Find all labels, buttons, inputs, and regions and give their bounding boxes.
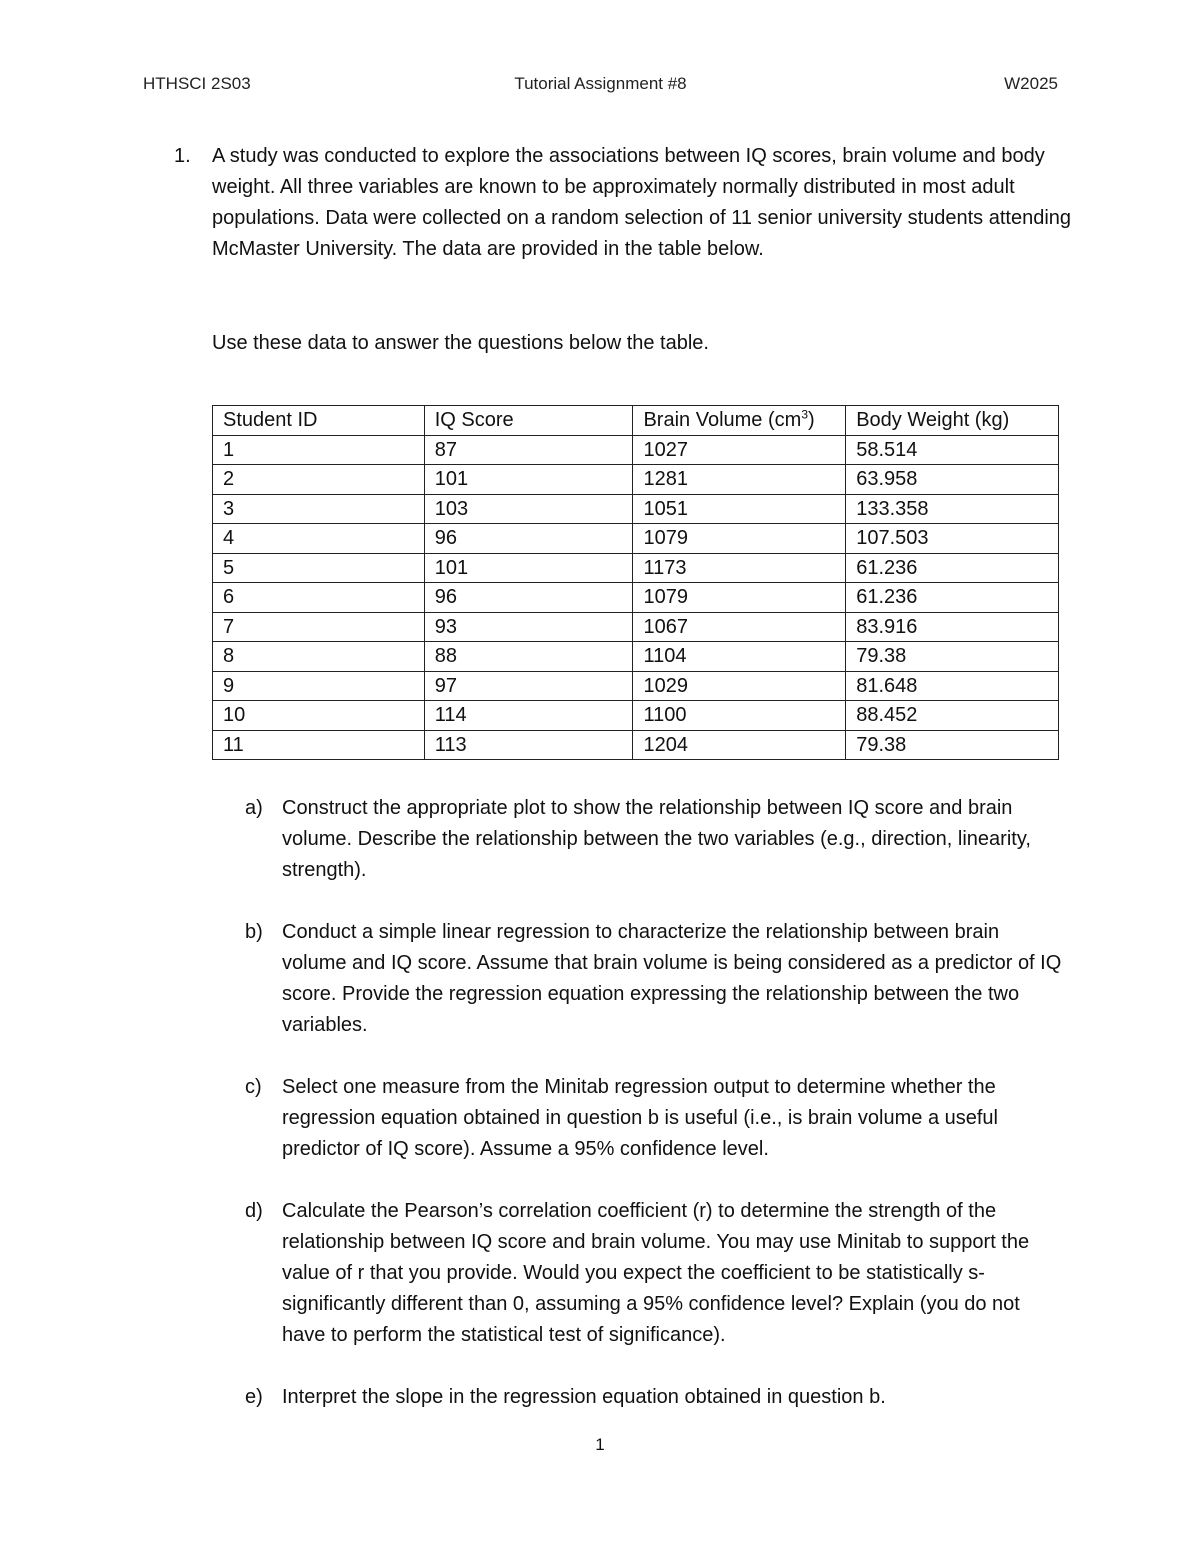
subquestion-letter: c): [245, 1076, 262, 1098]
header-student-id: Student ID: [213, 406, 425, 436]
subquestion-d: [245, 1196, 1065, 1351]
cell-student-id: 2: [213, 465, 425, 495]
subquestion-list: [245, 793, 1065, 1444]
cell-brain-volume: 1067: [633, 612, 846, 642]
cell-student-id: 1: [213, 435, 425, 465]
table-row: [213, 465, 1059, 495]
subquestion-b: [245, 917, 1065, 1041]
subquestion-text: Conduct a simple linear regression to characterize the relationship between brain volume and IQ score. Assume that brain volume is being considered as a predictor of IQ score. Provide the regression equation expressing the relationship between the two variables.: [282, 921, 1062, 1036]
table-row: [213, 671, 1059, 701]
header-brain-volume-close: ): [808, 409, 815, 432]
cell-body-weight: 79.38: [846, 730, 1059, 760]
header-iq-score: IQ Score: [424, 406, 633, 436]
table-row: [213, 524, 1059, 554]
table-row: [213, 701, 1059, 731]
cell-body-weight: 81.648: [846, 671, 1059, 701]
cell-iq-score: 103: [424, 494, 633, 524]
cell-iq-score: 101: [424, 465, 633, 495]
cell-student-id: 11: [213, 730, 425, 760]
table-row: [213, 612, 1059, 642]
term-label: W2025: [1004, 74, 1058, 93]
cell-student-id: 9: [213, 671, 425, 701]
data-table: [212, 405, 1059, 760]
cell-brain-volume: 1079: [633, 583, 846, 613]
subquestion-e: [245, 1382, 1065, 1413]
subquestion-letter: b): [245, 921, 263, 943]
cell-brain-volume: 1051: [633, 494, 846, 524]
cell-student-id: 10: [213, 701, 425, 731]
cell-body-weight: 61.236: [846, 583, 1059, 613]
question-number: 1.: [174, 145, 191, 167]
cell-iq-score: 93: [424, 612, 633, 642]
table-row: [213, 642, 1059, 672]
table-row: [213, 553, 1059, 583]
cell-brain-volume: 1079: [633, 524, 846, 554]
cell-brain-volume: 1204: [633, 730, 846, 760]
cell-student-id: 6: [213, 583, 425, 613]
subquestion-text: Interpret the slope in the regression equation obtained in question b.: [282, 1386, 886, 1408]
cell-body-weight: 63.958: [846, 465, 1059, 495]
cell-iq-score: 96: [424, 524, 633, 554]
cell-brain-volume: 1027: [633, 435, 846, 465]
page-header: [143, 74, 1058, 98]
table-row: [213, 435, 1059, 465]
header-body-weight: Body Weight (kg): [846, 406, 1059, 436]
cell-body-weight: 133.358: [846, 494, 1059, 524]
cell-brain-volume: 1100: [633, 701, 846, 731]
cell-iq-score: 101: [424, 553, 633, 583]
cell-body-weight: 83.916: [846, 612, 1059, 642]
course-code: HTHSCI 2S03: [143, 74, 251, 93]
cell-student-id: 5: [213, 553, 425, 583]
subquestion-a: [245, 793, 1065, 886]
subquestion-c: [245, 1072, 1065, 1165]
header-brain-volume: [633, 406, 846, 436]
subquestion-letter: e): [245, 1386, 263, 1408]
cell-student-id: 4: [213, 524, 425, 554]
cell-brain-volume: 1029: [633, 671, 846, 701]
question-text: [212, 141, 1072, 265]
page-number: 1: [595, 1435, 605, 1454]
cell-student-id: 8: [213, 642, 425, 672]
subquestion-letter: a): [245, 797, 263, 819]
table-row: [213, 583, 1059, 613]
cell-body-weight: 107.503: [846, 524, 1059, 554]
cell-body-weight: 88.452: [846, 701, 1059, 731]
cell-iq-score: 97: [424, 671, 633, 701]
cell-body-weight: 61.236: [846, 553, 1059, 583]
cell-iq-score: 113: [424, 730, 633, 760]
cell-brain-volume: 1104: [633, 642, 846, 672]
cell-iq-score: 114: [424, 701, 633, 731]
subquestion-text: Calculate the Pearson’s correlation coefficient (r) to determine the strength of the relationship between IQ score and brain volume. You may use Minitab to support the value of r that you provide. Would you expect the coefficient to be statistically s-significantly different than 0, assuming a 95% confidence level? Explain (you do not have to perform the statistical test of significance).: [282, 1200, 1030, 1346]
cell-brain-volume: 1173: [633, 553, 846, 583]
cell-student-id: 7: [213, 612, 425, 642]
cell-iq-score: 88: [424, 642, 633, 672]
header-brain-volume-superscript: 3: [801, 407, 808, 422]
cell-body-weight: 79.38: [846, 642, 1059, 672]
table-header-row: [213, 406, 1059, 436]
table-row: [213, 494, 1059, 524]
cell-body-weight: 58.514: [846, 435, 1059, 465]
table-row: [213, 730, 1059, 760]
question-paragraph: A study was conducted to explore the associations between IQ scores, brain volume and body weight. All three variables are known to be approximately normally distributed in most adult populations. Data were collected on a random selection of 11 senior university students attending McMaster University. The data are provided in the table below.: [212, 145, 1072, 260]
header-brain-volume-label: Brain Volume (cm: [643, 409, 802, 432]
question-instruction: Use these data to answer the questions below the table.: [212, 332, 709, 354]
cell-iq-score: 96: [424, 583, 633, 613]
cell-iq-score: 87: [424, 435, 633, 465]
cell-student-id: 3: [213, 494, 425, 524]
subquestion-text: Construct the appropriate plot to show the relationship between IQ score and brain volume. Describe the relationship between the two variables (e.g., direction, linearity, strength).: [282, 797, 1031, 881]
document-title: Tutorial Assignment #8: [514, 74, 687, 93]
cell-brain-volume: 1281: [633, 465, 846, 495]
subquestion-letter: d): [245, 1200, 263, 1222]
subquestion-text: Select one measure from the Minitab regression output to determine whether the regression equation obtained in question b is useful (i.e., is brain volume a useful predictor of IQ score). Assume a 95% confidence level.: [282, 1076, 998, 1160]
